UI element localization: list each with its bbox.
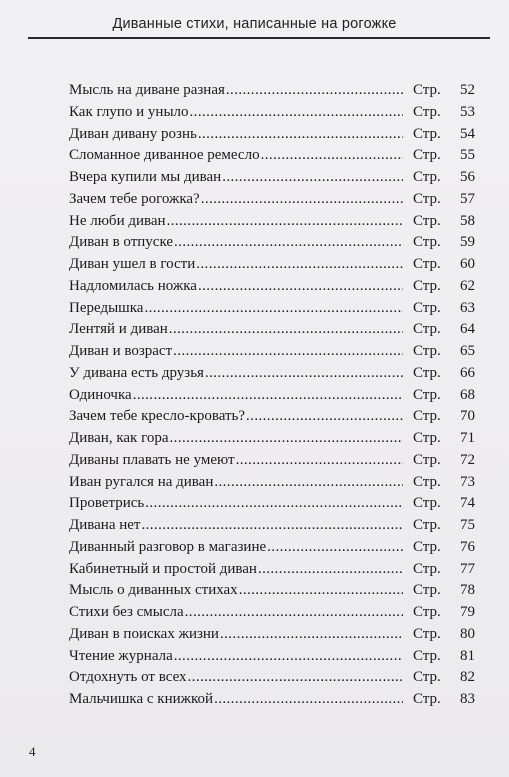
toc-entry-title: Стихи без смысла bbox=[69, 604, 184, 620]
toc-entry-ref bbox=[405, 363, 475, 385]
toc-entry-title: Отдохнуть от всех bbox=[69, 669, 187, 686]
toc-entry-page-number: 56 bbox=[460, 169, 475, 185]
toc-entry-page-label: Стр. bbox=[413, 625, 441, 642]
toc-leader-dots bbox=[145, 493, 403, 515]
toc-entry-ref bbox=[405, 667, 475, 689]
toc-entry-page-number: 59 bbox=[460, 234, 475, 251]
toc-entry-title: Не люби диван bbox=[69, 212, 166, 229]
toc-entry-ref bbox=[405, 559, 475, 581]
toc-entry-page-number: 58 bbox=[460, 212, 475, 229]
toc-entry bbox=[69, 298, 475, 320]
toc-entry-page-number: 83 bbox=[460, 691, 475, 707]
toc-entry-ref bbox=[405, 385, 475, 407]
toc-entry-title: Зачем тебе кресло-кровать? bbox=[69, 408, 246, 425]
toc-entry bbox=[69, 493, 475, 515]
toc-entry-title: Диванный разговор в магазине bbox=[69, 538, 267, 555]
toc-entry-page-number: 80 bbox=[460, 625, 475, 642]
toc-entry bbox=[69, 124, 475, 146]
toc-entry bbox=[69, 559, 475, 581]
toc-entry-ref bbox=[405, 646, 475, 668]
toc-entry bbox=[69, 385, 475, 407]
toc-entry-page-label: Стр. bbox=[413, 604, 441, 620]
toc-leader-dots bbox=[261, 145, 403, 167]
toc-entry-page-label: Стр. bbox=[413, 408, 441, 425]
toc-entry-title: Зачем тебе рогожка? bbox=[69, 190, 200, 207]
toc-entry-page-label: Стр. bbox=[413, 343, 441, 359]
toc-entry-page-label: Стр. bbox=[413, 691, 441, 707]
toc-entry-page-label: Стр. bbox=[413, 451, 441, 468]
toc-entry-ref bbox=[405, 624, 475, 646]
toc-entry-title: Кабинетный и простой диван bbox=[69, 560, 257, 577]
toc-entry-ref bbox=[405, 319, 475, 341]
toc-entry-page-number: 60 bbox=[460, 256, 475, 272]
toc-entry bbox=[69, 102, 475, 124]
toc-entry-page-number: 73 bbox=[460, 473, 475, 490]
toc-entry-title: Чтение журнала bbox=[69, 647, 173, 664]
toc-entry-page-label: Стр. bbox=[413, 169, 441, 185]
toc-entry-page-label: Стр. bbox=[413, 517, 441, 533]
toc-leader-dots bbox=[214, 689, 403, 711]
toc-entry-ref bbox=[405, 189, 475, 211]
toc-entry-page-label: Стр. bbox=[413, 299, 441, 316]
toc-entry bbox=[69, 515, 475, 537]
toc-entry-ref bbox=[405, 145, 475, 167]
toc-entry-page-number: 52 bbox=[460, 82, 475, 98]
toc-entry-ref bbox=[405, 211, 475, 233]
toc-entry bbox=[69, 232, 475, 254]
toc-entry bbox=[69, 145, 475, 167]
toc-leader-dots bbox=[170, 428, 403, 450]
toc-entry-title: Сломанное диванное ремесло bbox=[69, 147, 260, 164]
toc-entry-title: Одиночка bbox=[69, 386, 132, 403]
toc-entry bbox=[69, 580, 475, 602]
toc-leader-dots bbox=[226, 80, 403, 102]
header-rule bbox=[28, 37, 490, 39]
toc-entry-page-number: 70 bbox=[460, 408, 475, 425]
toc-entry bbox=[69, 450, 475, 472]
toc-leader-dots bbox=[174, 232, 403, 254]
toc-entry-title: Диван в поисках жизни bbox=[69, 625, 219, 642]
toc-leader-dots bbox=[236, 450, 403, 472]
toc-entry bbox=[69, 189, 475, 211]
toc-entry-page-number: 76 bbox=[460, 538, 475, 555]
toc-entry-page-label: Стр. bbox=[413, 321, 441, 338]
toc-leader-dots bbox=[133, 385, 403, 407]
toc-entry-page-label: Стр. bbox=[413, 212, 441, 229]
toc-entry-page-number: 75 bbox=[460, 517, 475, 533]
toc-entry-page-number: 63 bbox=[460, 299, 475, 316]
toc-entry-title: Диван и возраст bbox=[69, 343, 173, 359]
toc-entry-page-number: 79 bbox=[460, 604, 475, 620]
toc-entry-page-label: Стр. bbox=[413, 560, 441, 577]
toc-entry-page-label: Стр. bbox=[413, 495, 441, 512]
toc-leader-dots bbox=[222, 167, 403, 189]
toc-entry bbox=[69, 537, 475, 559]
toc-entry bbox=[69, 363, 475, 385]
toc-entry-page-label: Стр. bbox=[413, 256, 441, 272]
toc-leader-dots bbox=[190, 102, 403, 124]
toc-entry-title: Диван в отпуске bbox=[69, 234, 174, 251]
toc-entry-page-number: 53 bbox=[460, 103, 475, 120]
toc-entry bbox=[69, 646, 475, 668]
toc-entry-page-label: Стр. bbox=[413, 190, 441, 207]
toc-entry-title: Лентяй и диван bbox=[69, 321, 168, 338]
toc-leader-dots bbox=[188, 667, 403, 689]
toc-entry-ref bbox=[405, 450, 475, 472]
toc-entry-title: Иван ругался на диван bbox=[69, 473, 214, 490]
toc-entry-ref bbox=[405, 602, 475, 624]
toc-entry-page-label: Стр. bbox=[413, 147, 441, 164]
toc-entry-ref bbox=[405, 537, 475, 559]
toc-entry bbox=[69, 624, 475, 646]
toc-entry-page-label: Стр. bbox=[413, 669, 441, 686]
toc-leader-dots bbox=[144, 298, 403, 320]
toc-entry-title: Мальчишка с книжкой bbox=[69, 691, 214, 707]
toc-entry-page-number: 55 bbox=[460, 147, 475, 164]
toc-leader-dots bbox=[169, 319, 403, 341]
toc-leader-dots bbox=[258, 559, 403, 581]
toc-entry bbox=[69, 167, 475, 189]
toc-entry-page-number: 78 bbox=[460, 582, 475, 599]
toc-entry-title: Как глупо и уныло bbox=[69, 103, 189, 120]
page-number: 4 bbox=[29, 744, 36, 759]
toc-entry-page-label: Стр. bbox=[413, 125, 441, 142]
toc-entry-ref bbox=[405, 232, 475, 254]
toc-entry-title: Проветрись bbox=[69, 495, 145, 512]
toc-entry bbox=[69, 80, 475, 102]
toc-entry-page-label: Стр. bbox=[413, 647, 441, 664]
toc-leader-dots bbox=[205, 363, 403, 385]
toc-entry-page-number: 82 bbox=[460, 669, 475, 686]
toc-entry bbox=[69, 276, 475, 298]
toc-entry-title: Диван ушел в гости bbox=[69, 256, 196, 272]
toc-entry-title: Вчера купили мы диван bbox=[69, 169, 222, 185]
toc-leader-dots bbox=[174, 646, 403, 668]
toc-entry-title: Надломилась ножка bbox=[69, 277, 197, 294]
toc-entry-page-number: 64 bbox=[460, 321, 475, 338]
toc-leader-dots bbox=[196, 254, 403, 276]
running-header: Диванные стихи, написанные на рогожке bbox=[112, 16, 397, 32]
toc-entry-page-label: Стр. bbox=[413, 538, 441, 555]
table-of-contents bbox=[69, 80, 475, 711]
toc-entry-ref bbox=[405, 341, 475, 363]
toc-entry-ref bbox=[405, 124, 475, 146]
toc-entry bbox=[69, 472, 475, 494]
toc-entry-title: Мысль на диване разная bbox=[69, 82, 225, 98]
toc-entry bbox=[69, 428, 475, 450]
toc-entry-page-label: Стр. bbox=[413, 364, 441, 381]
toc-leader-dots bbox=[167, 211, 403, 233]
toc-entry-ref bbox=[405, 515, 475, 537]
toc-entry bbox=[69, 254, 475, 276]
toc-entry-ref bbox=[405, 493, 475, 515]
toc-entry-title: У дивана есть друзья bbox=[69, 364, 204, 381]
toc-entry-page-number: 68 bbox=[460, 386, 475, 403]
toc-entry-page-number: 81 bbox=[460, 647, 475, 664]
toc-entry-page-number: 57 bbox=[460, 190, 475, 207]
toc-entry bbox=[69, 211, 475, 233]
toc-entry-ref bbox=[405, 472, 475, 494]
toc-entry-ref bbox=[405, 428, 475, 450]
toc-leader-dots bbox=[198, 276, 403, 298]
toc-entry-page-number: 77 bbox=[460, 560, 475, 577]
toc-entry bbox=[69, 602, 475, 624]
toc-entry-ref bbox=[405, 298, 475, 320]
toc-entry-ref bbox=[405, 167, 475, 189]
toc-leader-dots bbox=[220, 624, 403, 646]
toc-leader-dots bbox=[198, 124, 403, 146]
toc-leader-dots bbox=[185, 602, 403, 624]
toc-entry-title: Мысль о диванных стихах bbox=[69, 582, 238, 599]
toc-entry-page-number: 54 bbox=[460, 125, 475, 142]
toc-entry-page-number: 71 bbox=[460, 430, 475, 446]
toc-leader-dots bbox=[239, 580, 403, 602]
toc-entry-ref bbox=[405, 276, 475, 298]
toc-entry-title: Диван, как гора bbox=[69, 430, 169, 446]
toc-entry-page-label: Стр. bbox=[413, 82, 441, 98]
toc-leader-dots bbox=[246, 406, 403, 428]
toc-entry bbox=[69, 406, 475, 428]
toc-entry-ref bbox=[405, 80, 475, 102]
toc-entry-title: Дивана нет bbox=[69, 517, 141, 533]
toc-entry-page-number: 74 bbox=[460, 495, 475, 512]
toc-entry-page-label: Стр. bbox=[413, 103, 441, 120]
toc-entry bbox=[69, 341, 475, 363]
toc-leader-dots bbox=[201, 189, 403, 211]
toc-entry-page-number: 65 bbox=[460, 343, 475, 359]
toc-entry-page-number: 66 bbox=[460, 364, 475, 381]
toc-entry-ref bbox=[405, 254, 475, 276]
toc-entry-title: Диваны плавать не умеют bbox=[69, 451, 235, 468]
toc-entry-page-label: Стр. bbox=[413, 277, 441, 294]
toc-entry-page-number: 62 bbox=[460, 277, 475, 294]
toc-entry-ref bbox=[405, 102, 475, 124]
toc-entry-title: Диван дивану рознь bbox=[69, 125, 197, 142]
toc-entry-page-number: 72 bbox=[460, 451, 475, 468]
toc-entry bbox=[69, 667, 475, 689]
toc-entry-title: Передышка bbox=[69, 299, 144, 316]
toc-entry bbox=[69, 689, 475, 711]
toc-entry-ref bbox=[405, 689, 475, 711]
toc-entry-page-label: Стр. bbox=[413, 473, 441, 490]
toc-leader-dots bbox=[173, 341, 403, 363]
toc-entry-ref bbox=[405, 580, 475, 602]
toc-entry-page-label: Стр. bbox=[413, 430, 441, 446]
toc-entry bbox=[69, 319, 475, 341]
toc-entry-page-label: Стр. bbox=[413, 234, 441, 251]
toc-leader-dots bbox=[267, 537, 403, 559]
toc-entry-page-label: Стр. bbox=[413, 386, 441, 403]
toc-leader-dots bbox=[214, 472, 403, 494]
toc-entry-page-label: Стр. bbox=[413, 582, 441, 599]
toc-entry-ref bbox=[405, 406, 475, 428]
toc-leader-dots bbox=[141, 515, 403, 537]
